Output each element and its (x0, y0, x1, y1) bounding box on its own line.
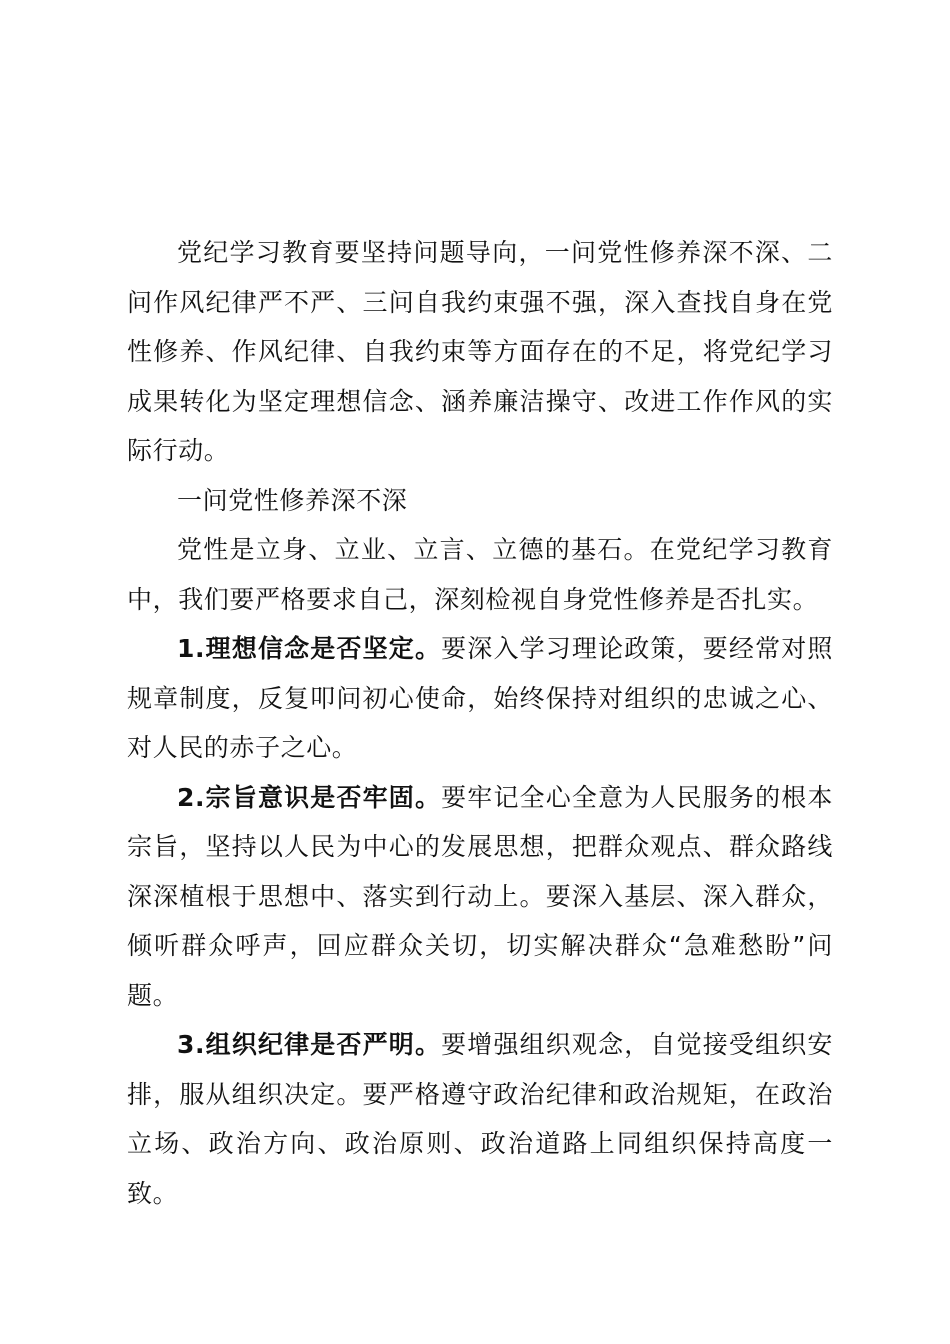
point-paragraph-2 (127, 773, 833, 1021)
point-paragraph-3 (127, 1020, 833, 1218)
document-body (127, 228, 833, 1218)
point-text-3: 要增强组织观念，自觉接受组织安排，服从组织决定。要严格遵守政治纪律和政治规矩，在政治立场、政治方向、政治原则、政治道路上同组织保持高度一致。 (127, 1030, 833, 1208)
point-title-3: 3.组织纪律是否严明。 (177, 1030, 442, 1059)
section-heading: 一问党性修养深不深 (177, 485, 408, 515)
point-title-1: 1.理想信念是否坚定。 (177, 634, 442, 663)
point-paragraph-1 (127, 624, 833, 773)
intro-paragraph: 党纪学习教育要坚持问题导向，一问党性修养深不深、二问作风纪律严不严、三问自我约束强不强，深入查找自身在党性修养、作风纪律、自我约束等方面存在的不足，将党纪学习成果转化为坚定理想信念、涵养廉洁操守、改进工作作风的实际行动。 (127, 238, 833, 465)
point-text-2: 要牢记全心全意为人民服务的根本宗旨，坚持以人民为中心的发展思想，把群众观点、群众路线深深植根于思想中、落实到行动上。要深入基层、深入群众，倾听群众呼声，回应群众关切，切实解决群众“急难愁盼”问题。 (127, 782, 833, 1010)
section-intro-paragraph: 党性是立身、立业、立言、立德的基石。在党纪学习教育中，我们要严格要求自己，深刻检视自身党性修养是否扎实。 (127, 535, 833, 614)
point-text-1: 要深入学习理论政策，要经常对照规章制度，反复叩问初心使命，始终保持对组织的忠诚之心、对人民的赤子之心。 (127, 634, 833, 762)
point-title-2: 2.宗旨意识是否牢固。 (177, 782, 442, 812)
